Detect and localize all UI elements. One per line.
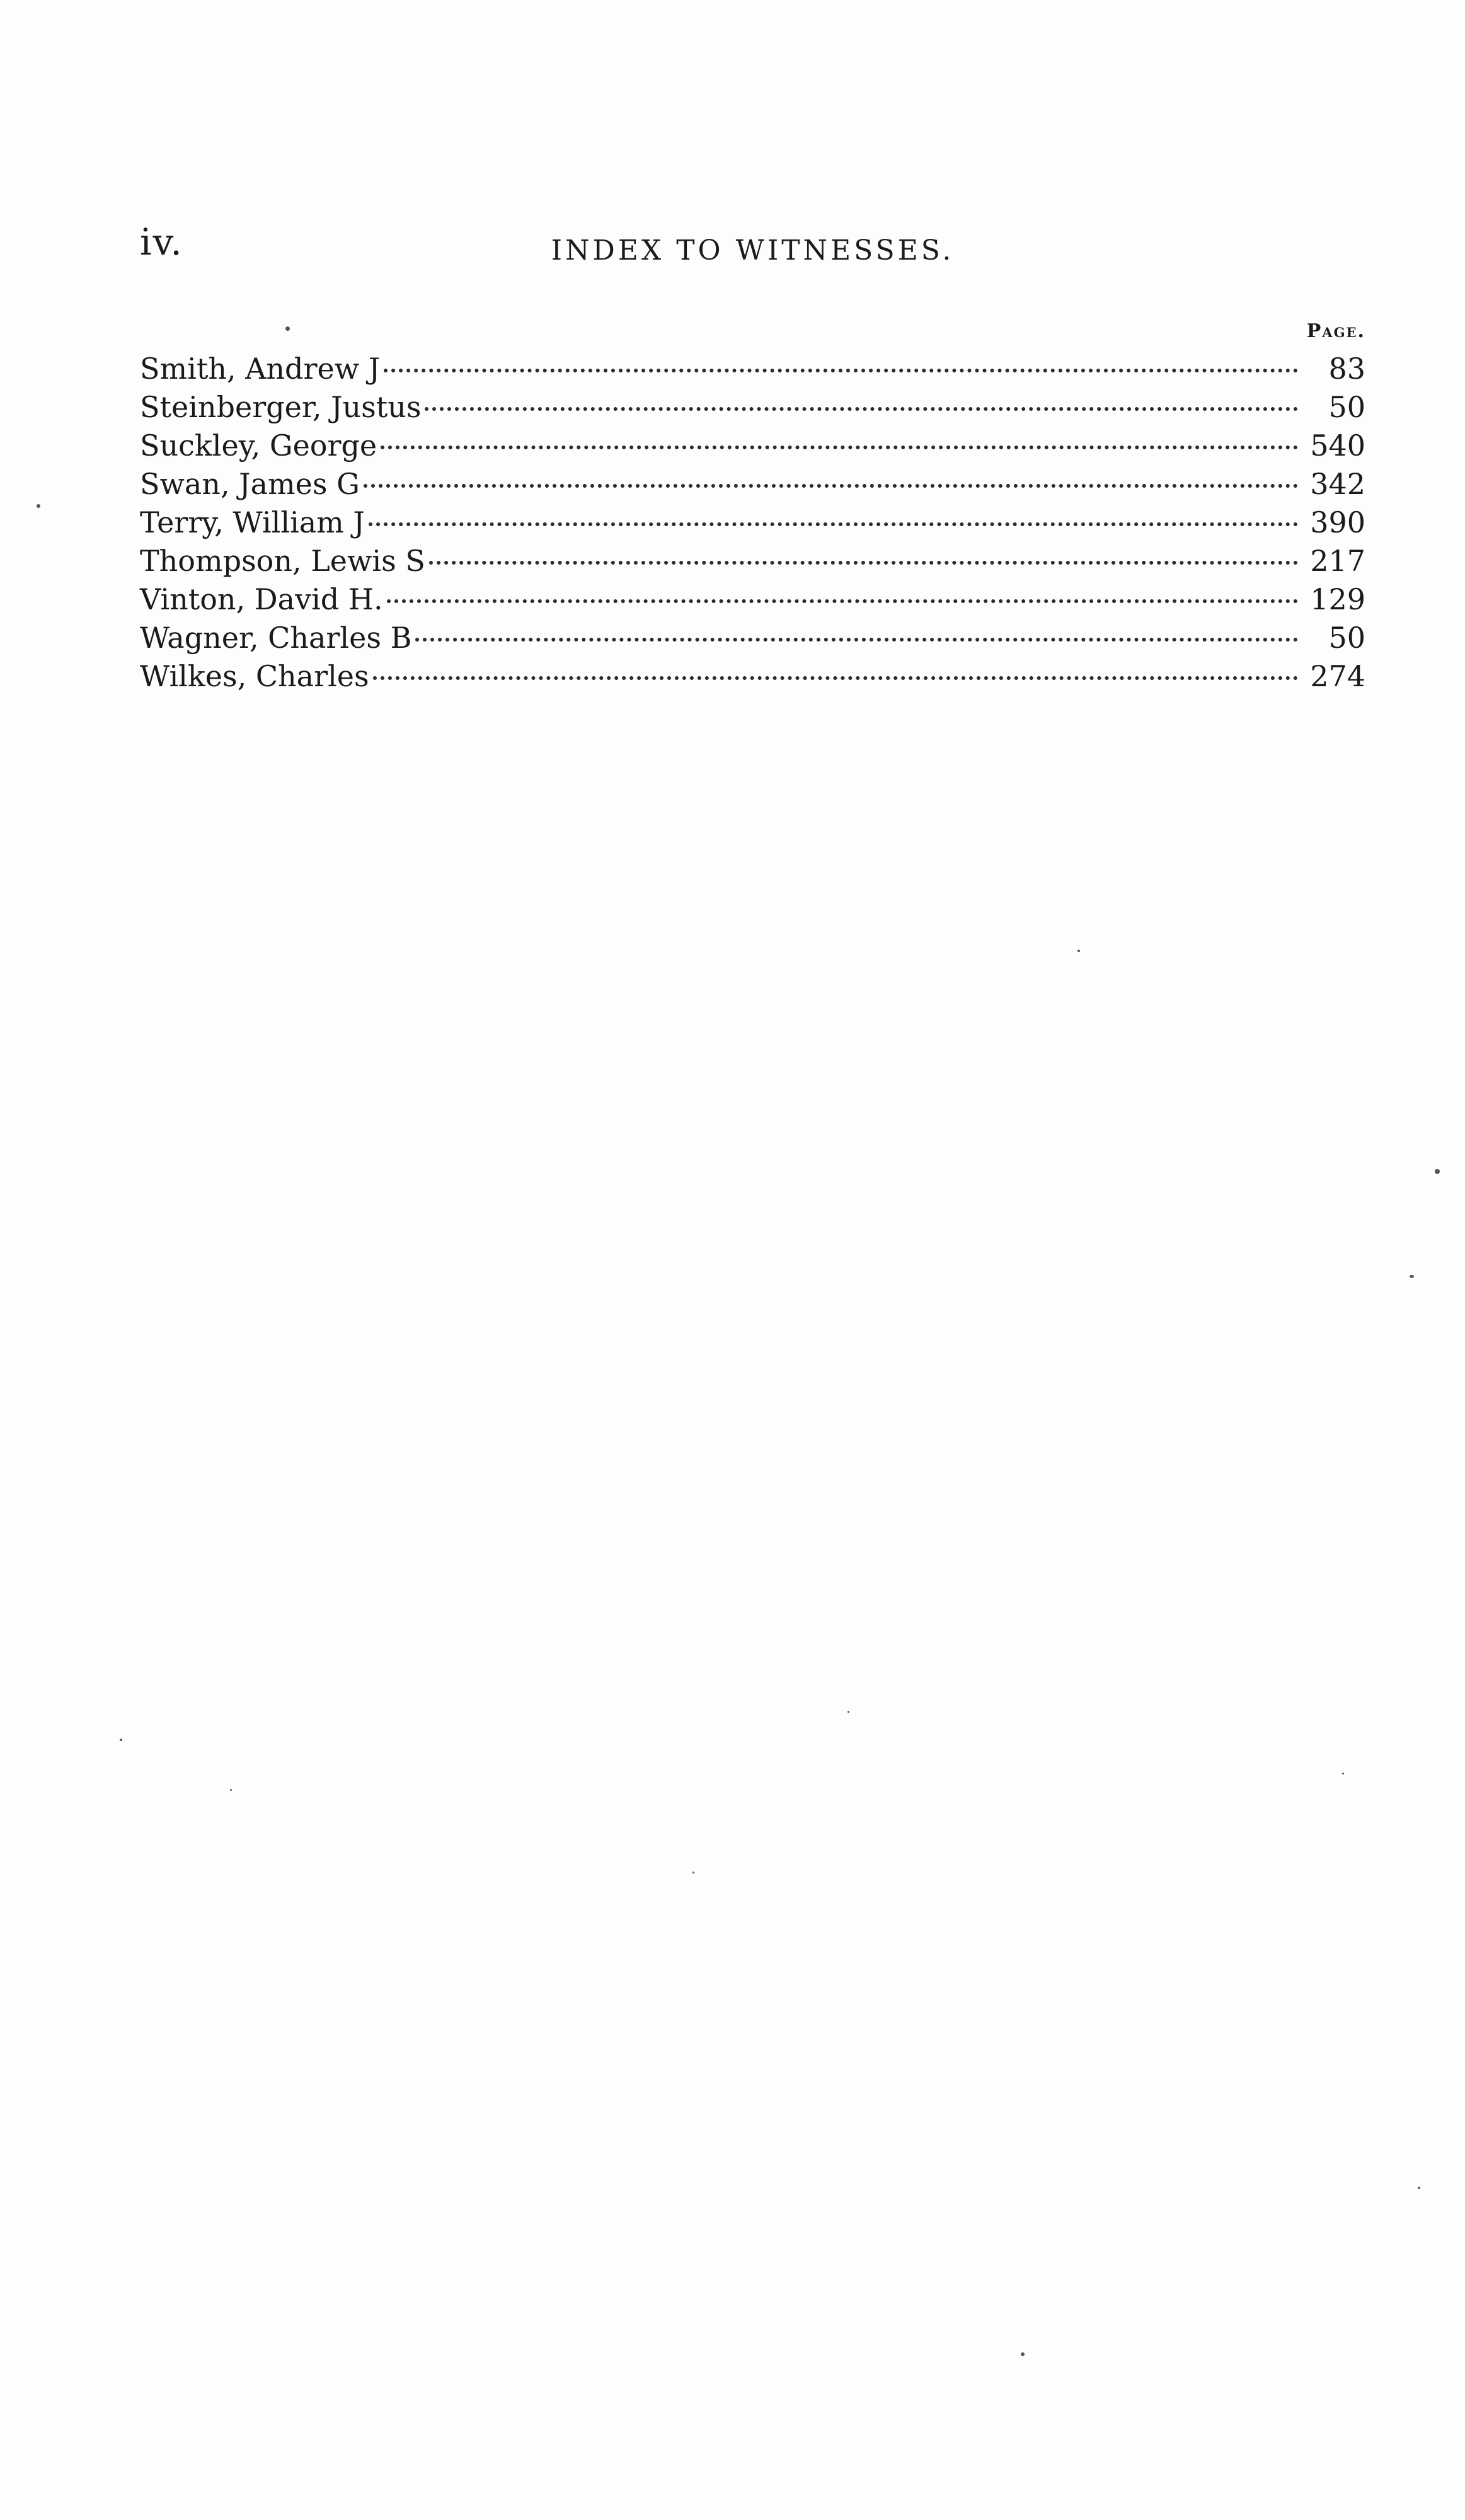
witness-name: Terry, William J bbox=[140, 505, 365, 539]
page-reference: 83 bbox=[1328, 352, 1365, 386]
witness-name: Vinton, David H. bbox=[140, 582, 383, 616]
scan-speck bbox=[37, 504, 40, 508]
witness-name: Wilkes, Charles bbox=[140, 659, 369, 693]
dot-leader bbox=[429, 561, 1298, 565]
dot-leader bbox=[415, 638, 1298, 642]
page-reference: 390 bbox=[1310, 505, 1365, 539]
dot-leader bbox=[387, 599, 1298, 603]
witness-name: Steinberger, Justus bbox=[140, 390, 422, 424]
page-reference: 50 bbox=[1328, 390, 1365, 424]
witness-name: Suckley, George bbox=[140, 429, 377, 463]
dot-leader bbox=[381, 446, 1298, 449]
dot-leader bbox=[369, 522, 1298, 526]
scan-speck bbox=[1418, 2187, 1420, 2189]
scan-speck bbox=[1077, 950, 1080, 952]
running-head bbox=[140, 221, 1365, 277]
page-title: INDEX TO WITNESSES. bbox=[551, 234, 955, 267]
scan-speck bbox=[285, 326, 290, 331]
index-entry bbox=[140, 619, 1365, 657]
witness-name: Smith, Andrew J bbox=[140, 352, 381, 386]
index-entry bbox=[140, 350, 1365, 388]
index-entry bbox=[140, 465, 1365, 503]
witness-name: Thompson, Lewis S bbox=[140, 544, 425, 578]
dot-leader bbox=[384, 369, 1298, 372]
page-reference: 274 bbox=[1310, 659, 1365, 693]
page-reference: 129 bbox=[1310, 582, 1365, 616]
witness-name: Wagner, Charles B bbox=[140, 621, 412, 655]
page-reference: 50 bbox=[1328, 621, 1365, 655]
page-reference: 540 bbox=[1310, 429, 1365, 463]
index-entry bbox=[140, 503, 1365, 542]
scan-speck bbox=[120, 1739, 122, 1741]
page-reference: 342 bbox=[1310, 467, 1365, 501]
dot-leader bbox=[373, 676, 1298, 680]
witness-index-list bbox=[140, 350, 1365, 696]
index-entry bbox=[140, 657, 1365, 696]
scan-speck bbox=[847, 1711, 849, 1713]
index-entry bbox=[140, 427, 1365, 465]
scan-speck bbox=[1435, 1169, 1440, 1174]
scan-speck bbox=[692, 1872, 694, 1873]
scan-speck bbox=[230, 1789, 232, 1791]
page-number: iv. bbox=[140, 221, 183, 263]
scan-speck bbox=[1410, 1275, 1414, 1278]
dot-leader bbox=[364, 484, 1298, 488]
index-entry bbox=[140, 542, 1365, 580]
index-entry bbox=[140, 580, 1365, 619]
page-column-header: Page. bbox=[1306, 320, 1365, 342]
witness-name: Swan, James G bbox=[140, 467, 360, 501]
dot-leader bbox=[425, 407, 1298, 411]
scan-speck bbox=[1342, 1773, 1344, 1775]
page-reference: 217 bbox=[1310, 544, 1365, 578]
scan-speck bbox=[1021, 2352, 1025, 2356]
index-entry bbox=[140, 388, 1365, 427]
